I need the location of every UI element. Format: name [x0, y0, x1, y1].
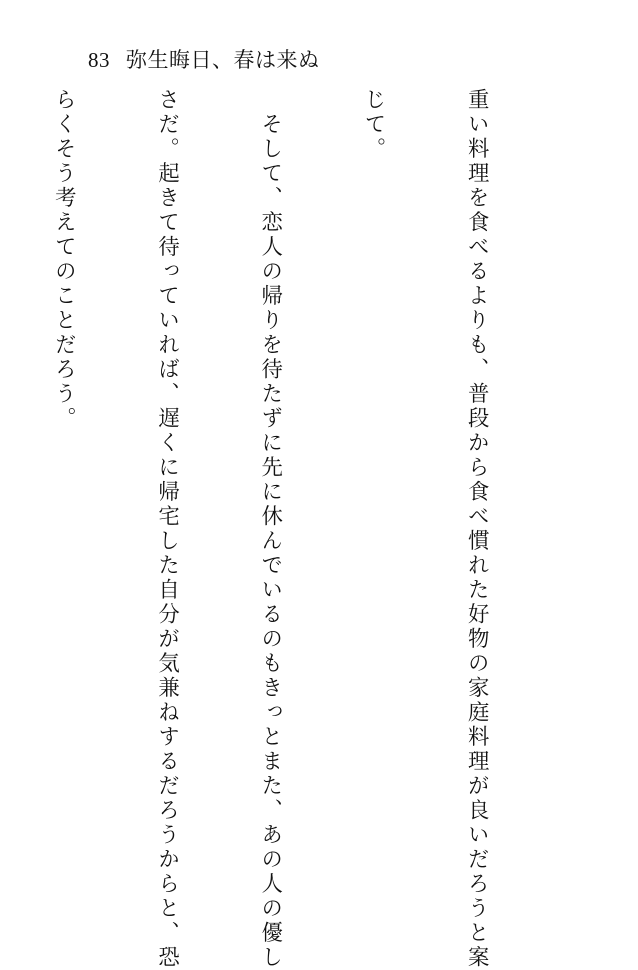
text-line: じて。	[360, 88, 386, 162]
text-line: 重い料理を食べるよりも、普段から食べ慣れた好物の家庭料理が良いだろうと案	[464, 88, 490, 970]
text-line: そして、恋人の帰りを待たずに先に休んでいるのもきっとまた、あの人の優し	[257, 88, 283, 970]
vertical-text-body	[0, 88, 562, 970]
text-line: らくそう考えてのことだろう。	[51, 88, 77, 431]
text-line: さだ。起きて待っていれば、遅くに帰宅した自分が気兼ねするだろうからと、恐	[154, 88, 180, 970]
chapter-title: 弥生晦日、春は来ぬ	[126, 48, 320, 72]
page-number: 83	[88, 48, 110, 72]
running-header	[88, 46, 320, 74]
